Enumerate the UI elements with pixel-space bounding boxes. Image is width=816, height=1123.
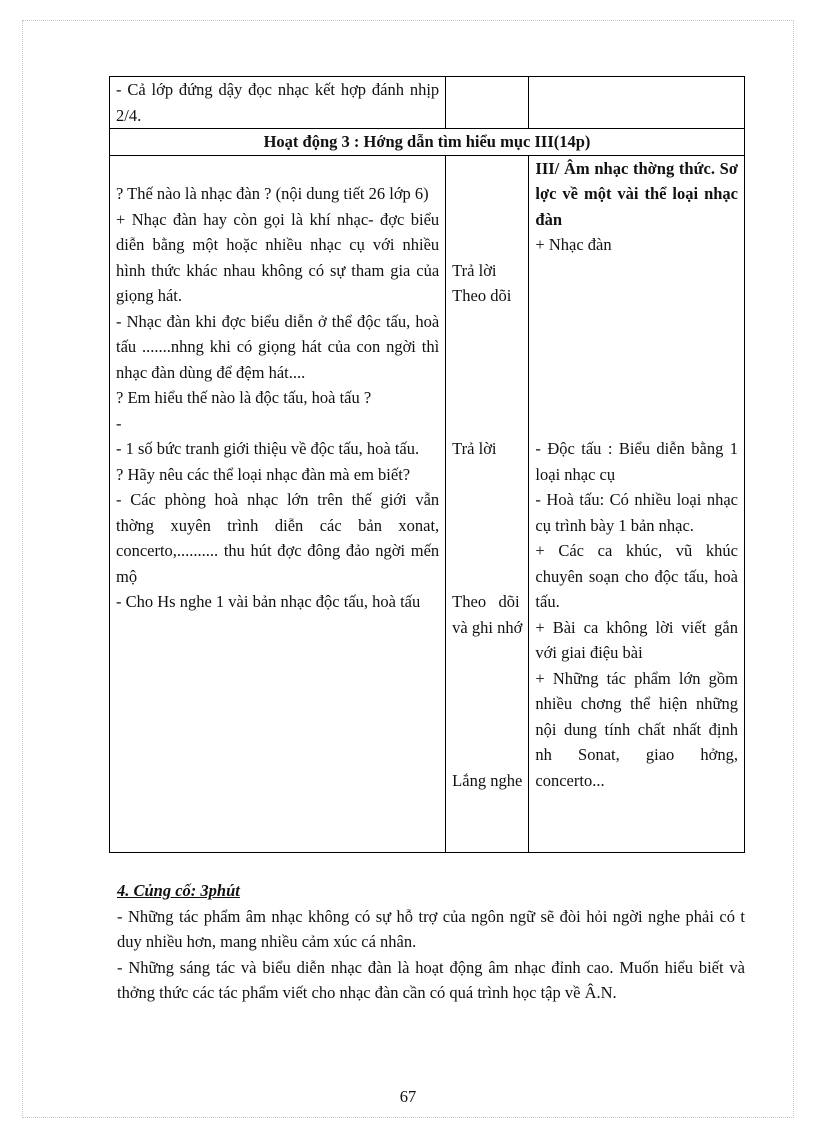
teacher-question: ? Thế nào là nhạc đàn ? (nội dung tiết 26 lớp 6) <box>116 184 429 203</box>
content-item: + Nhạc đàn <box>535 235 612 254</box>
content-item: - Hoà tấu: Có nhiều loại nhạc cụ trình bày 1 bản nhạc. <box>535 490 738 535</box>
page-number: 67 <box>399 1087 417 1106</box>
student-follow: và ghi nhớ <box>452 617 523 637</box>
teacher-text: - Cả lớp đứng dậy đọc nhạc kết hợp đánh nhịp 2/4. <box>116 80 440 125</box>
content-cell <box>529 77 745 129</box>
consolidation-paragraph: - Những sáng tác và biểu diễn nhạc đàn là hoạt động âm nhạc đỉnh cao. Muốn hiểu biết và thởng thức các tác phẩm viết cho nhạc đàn cần có quá trình học tập về Â.N. <box>117 957 745 1002</box>
content-heading: III/ Âm nhạc thờng thức. Sơ lợc về một vài thể loại nhạc đàn <box>535 158 738 229</box>
consolidation-title: 4. Củng cố: 3phút <box>117 881 240 900</box>
student-answer: Trả lời <box>452 439 497 458</box>
teacher-question: ? Em hiểu thế nào là độc tấu, hoà tấu ? <box>116 388 372 407</box>
content-item: - Độc tấu : Biểu diễn bằng 1 loại nhạc cụ <box>535 439 738 484</box>
activity-header: Hoạt động 3 : Hớng dẫn tìm hiểu mục III(14p) <box>110 129 745 156</box>
teacher-text: - Nhạc đàn khi đợc biểu diễn ở thể độc tấu, hoà tấu .......nhng khi có giọng hát của con ngời thì nhạc đàn dùng để đệm hát.... <box>116 311 440 382</box>
teacher-text: - Các phòng hoà nhạc lớn trên thế giới vẫn thờng xuyên trình diễn các bản xonat, concerto,.......... thu hút đợc đông đảo ngời mến mộ <box>116 490 440 586</box>
consolidation-section <box>117 878 745 1006</box>
teacher-text: + Nhạc đàn hay còn gọi là khí nhạc- đợc biểu diễn bằng một hoặc nhiều nhạc cụ với nhiều hình thức khác nhau không có sự tham gia của giọng hát. <box>116 209 440 305</box>
student-follow: Theo dõi <box>452 286 512 305</box>
lesson-table <box>109 76 745 853</box>
teacher-text <box>116 156 439 182</box>
student-cell <box>446 77 529 129</box>
teacher-text: - 1 số bức tranh giới thiệu về độc tấu, hoà tấu. <box>116 439 420 458</box>
content-item: + Bài ca không lời viết gắn với giai điệu bài <box>535 617 738 662</box>
table-row <box>110 77 745 129</box>
teacher-cell <box>110 77 446 129</box>
teacher-text: - Cho Hs nghe 1 vài bản nhạc độc tấu, hoà tấu <box>116 592 421 611</box>
table-row <box>110 155 745 852</box>
student-cell <box>446 155 529 852</box>
student-answer: Trả lời <box>452 260 497 280</box>
content-item: + Các ca khúc, vũ khúc chuyên soạn cho độc tấu, hoà tấu. <box>535 541 738 611</box>
activity-header-row <box>110 129 745 156</box>
student-follow: Theo dõi <box>452 592 520 611</box>
consolidation-paragraph: - Những tác phẩm âm nhạc không có sự hỗ trợ của ngôn ngữ sẽ đòi hỏi ngời nghe phải có t duy nhiều hơn, mang nhiều cảm xúc cá nhân. <box>117 906 745 951</box>
teacher-question: ? Hãy nêu các thể loại nhạc đàn mà em biết? <box>116 464 411 484</box>
content-cell <box>529 155 745 852</box>
teacher-cell <box>110 155 446 852</box>
content-item: + Những tác phẩm lớn gồm nhiều chơng thể hiện những nội dung tính chất nhất định nh Sonat, giao hởng, concerto... <box>535 668 738 790</box>
student-listen: Lắng nghe <box>452 770 523 790</box>
teacher-text: - <box>116 413 122 433</box>
